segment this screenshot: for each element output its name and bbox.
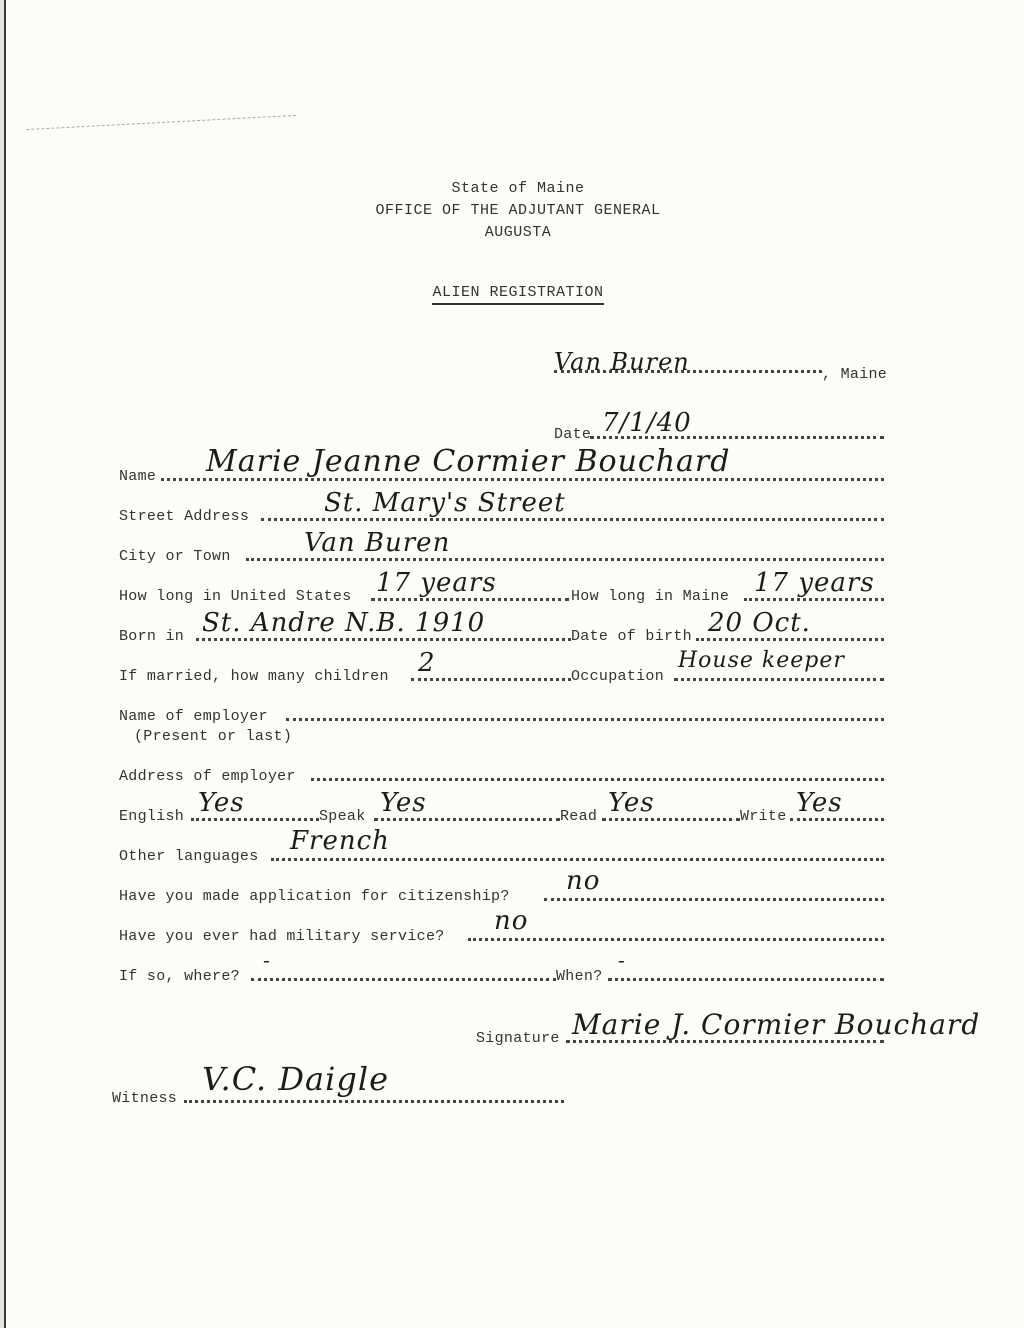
date-value: 7/1/40 xyxy=(602,408,692,438)
city-value: Van Buren xyxy=(304,528,451,558)
document-page xyxy=(4,0,1024,1328)
name-label: Name xyxy=(119,468,157,485)
when-dots xyxy=(608,978,884,981)
write-label: Write xyxy=(740,808,787,825)
employer-address-dots xyxy=(311,778,884,781)
signature-label: Signature xyxy=(476,1030,560,1047)
maine-duration-value: 17 years xyxy=(754,568,875,598)
dob-label: Date of birth xyxy=(571,628,692,645)
name-value: Marie Jeanne Cormier Bouchard xyxy=(206,444,731,479)
us-duration-value: 17 years xyxy=(376,568,497,598)
children-dots xyxy=(411,678,571,681)
other-languages-dots xyxy=(271,858,884,861)
date-label: Date xyxy=(554,426,592,443)
military-label: Have you ever had military service? xyxy=(119,928,445,945)
speak-value: Yes xyxy=(380,788,427,818)
maine-duration-label: How long in Maine xyxy=(571,588,730,605)
form-title: ALIEN REGISTRATION xyxy=(6,284,1024,301)
where-label: If so, where? xyxy=(119,968,240,985)
witness-value: V.C. Daigle xyxy=(202,1060,389,1098)
children-label: If married, how many children xyxy=(119,668,389,685)
street-value: St. Mary's Street xyxy=(324,488,566,518)
street-label: Street Address xyxy=(119,508,250,525)
employer-dots xyxy=(286,718,884,721)
english-label: English xyxy=(119,808,185,825)
city-dots xyxy=(246,558,884,561)
location-state-label: , Maine xyxy=(822,366,888,383)
born-value: St. Andre N.B. 1910 xyxy=(202,608,486,638)
employer-address-label: Address of employer xyxy=(119,768,296,785)
us-duration-label: How long in United States xyxy=(119,588,352,605)
when-value: - xyxy=(618,948,626,972)
born-label: Born in xyxy=(119,628,185,645)
maine-duration-dots xyxy=(744,598,884,601)
other-languages-value: French xyxy=(290,826,390,856)
header-city: AUGUSTA xyxy=(484,224,552,241)
other-languages-label: Other languages xyxy=(119,848,259,865)
citizenship-label: Have you made application for citizenship? xyxy=(119,888,510,905)
born-dots xyxy=(196,638,571,641)
write-value: Yes xyxy=(796,788,843,818)
where-value: - xyxy=(263,948,271,972)
us-duration-dots xyxy=(371,598,569,601)
read-label: Read xyxy=(560,808,598,825)
english-value: Yes xyxy=(198,788,245,818)
city-label: City or Town xyxy=(119,548,231,565)
where-dots xyxy=(251,978,556,981)
citizenship-dots xyxy=(544,898,884,901)
location-dots xyxy=(554,370,822,373)
signature-value: Marie J. Cormier Bouchard xyxy=(572,1008,981,1041)
street-dots xyxy=(261,518,884,521)
witness-label: Witness xyxy=(112,1090,178,1107)
citizenship-value: no xyxy=(566,866,601,896)
when-label: When? xyxy=(556,968,603,985)
speak-dots xyxy=(374,818,560,821)
witness-dots xyxy=(184,1100,564,1103)
read-dots xyxy=(602,818,740,821)
header-state: State of Maine xyxy=(451,180,585,197)
occupation-dots xyxy=(674,678,884,681)
dob-dots xyxy=(696,638,884,641)
dob-value: 20 Oct. xyxy=(708,608,811,638)
read-value: Yes xyxy=(608,788,655,818)
speak-label: Speak xyxy=(319,808,366,825)
location-value: Van Buren xyxy=(554,348,690,376)
children-value: 2 xyxy=(418,648,436,678)
occupation-label: Occupation xyxy=(571,668,665,685)
header-office: OFFICE OF THE ADJUTANT GENERAL xyxy=(375,202,661,219)
scan-artifact xyxy=(26,115,296,130)
military-value: no xyxy=(494,906,529,936)
military-dots xyxy=(468,938,884,941)
write-dots xyxy=(790,818,884,821)
employer-label: Name of employer xyxy=(119,708,268,725)
occupation-value: House keeper xyxy=(678,648,845,673)
english-dots xyxy=(191,818,319,821)
employer-sublabel: (Present or last) xyxy=(134,728,293,745)
